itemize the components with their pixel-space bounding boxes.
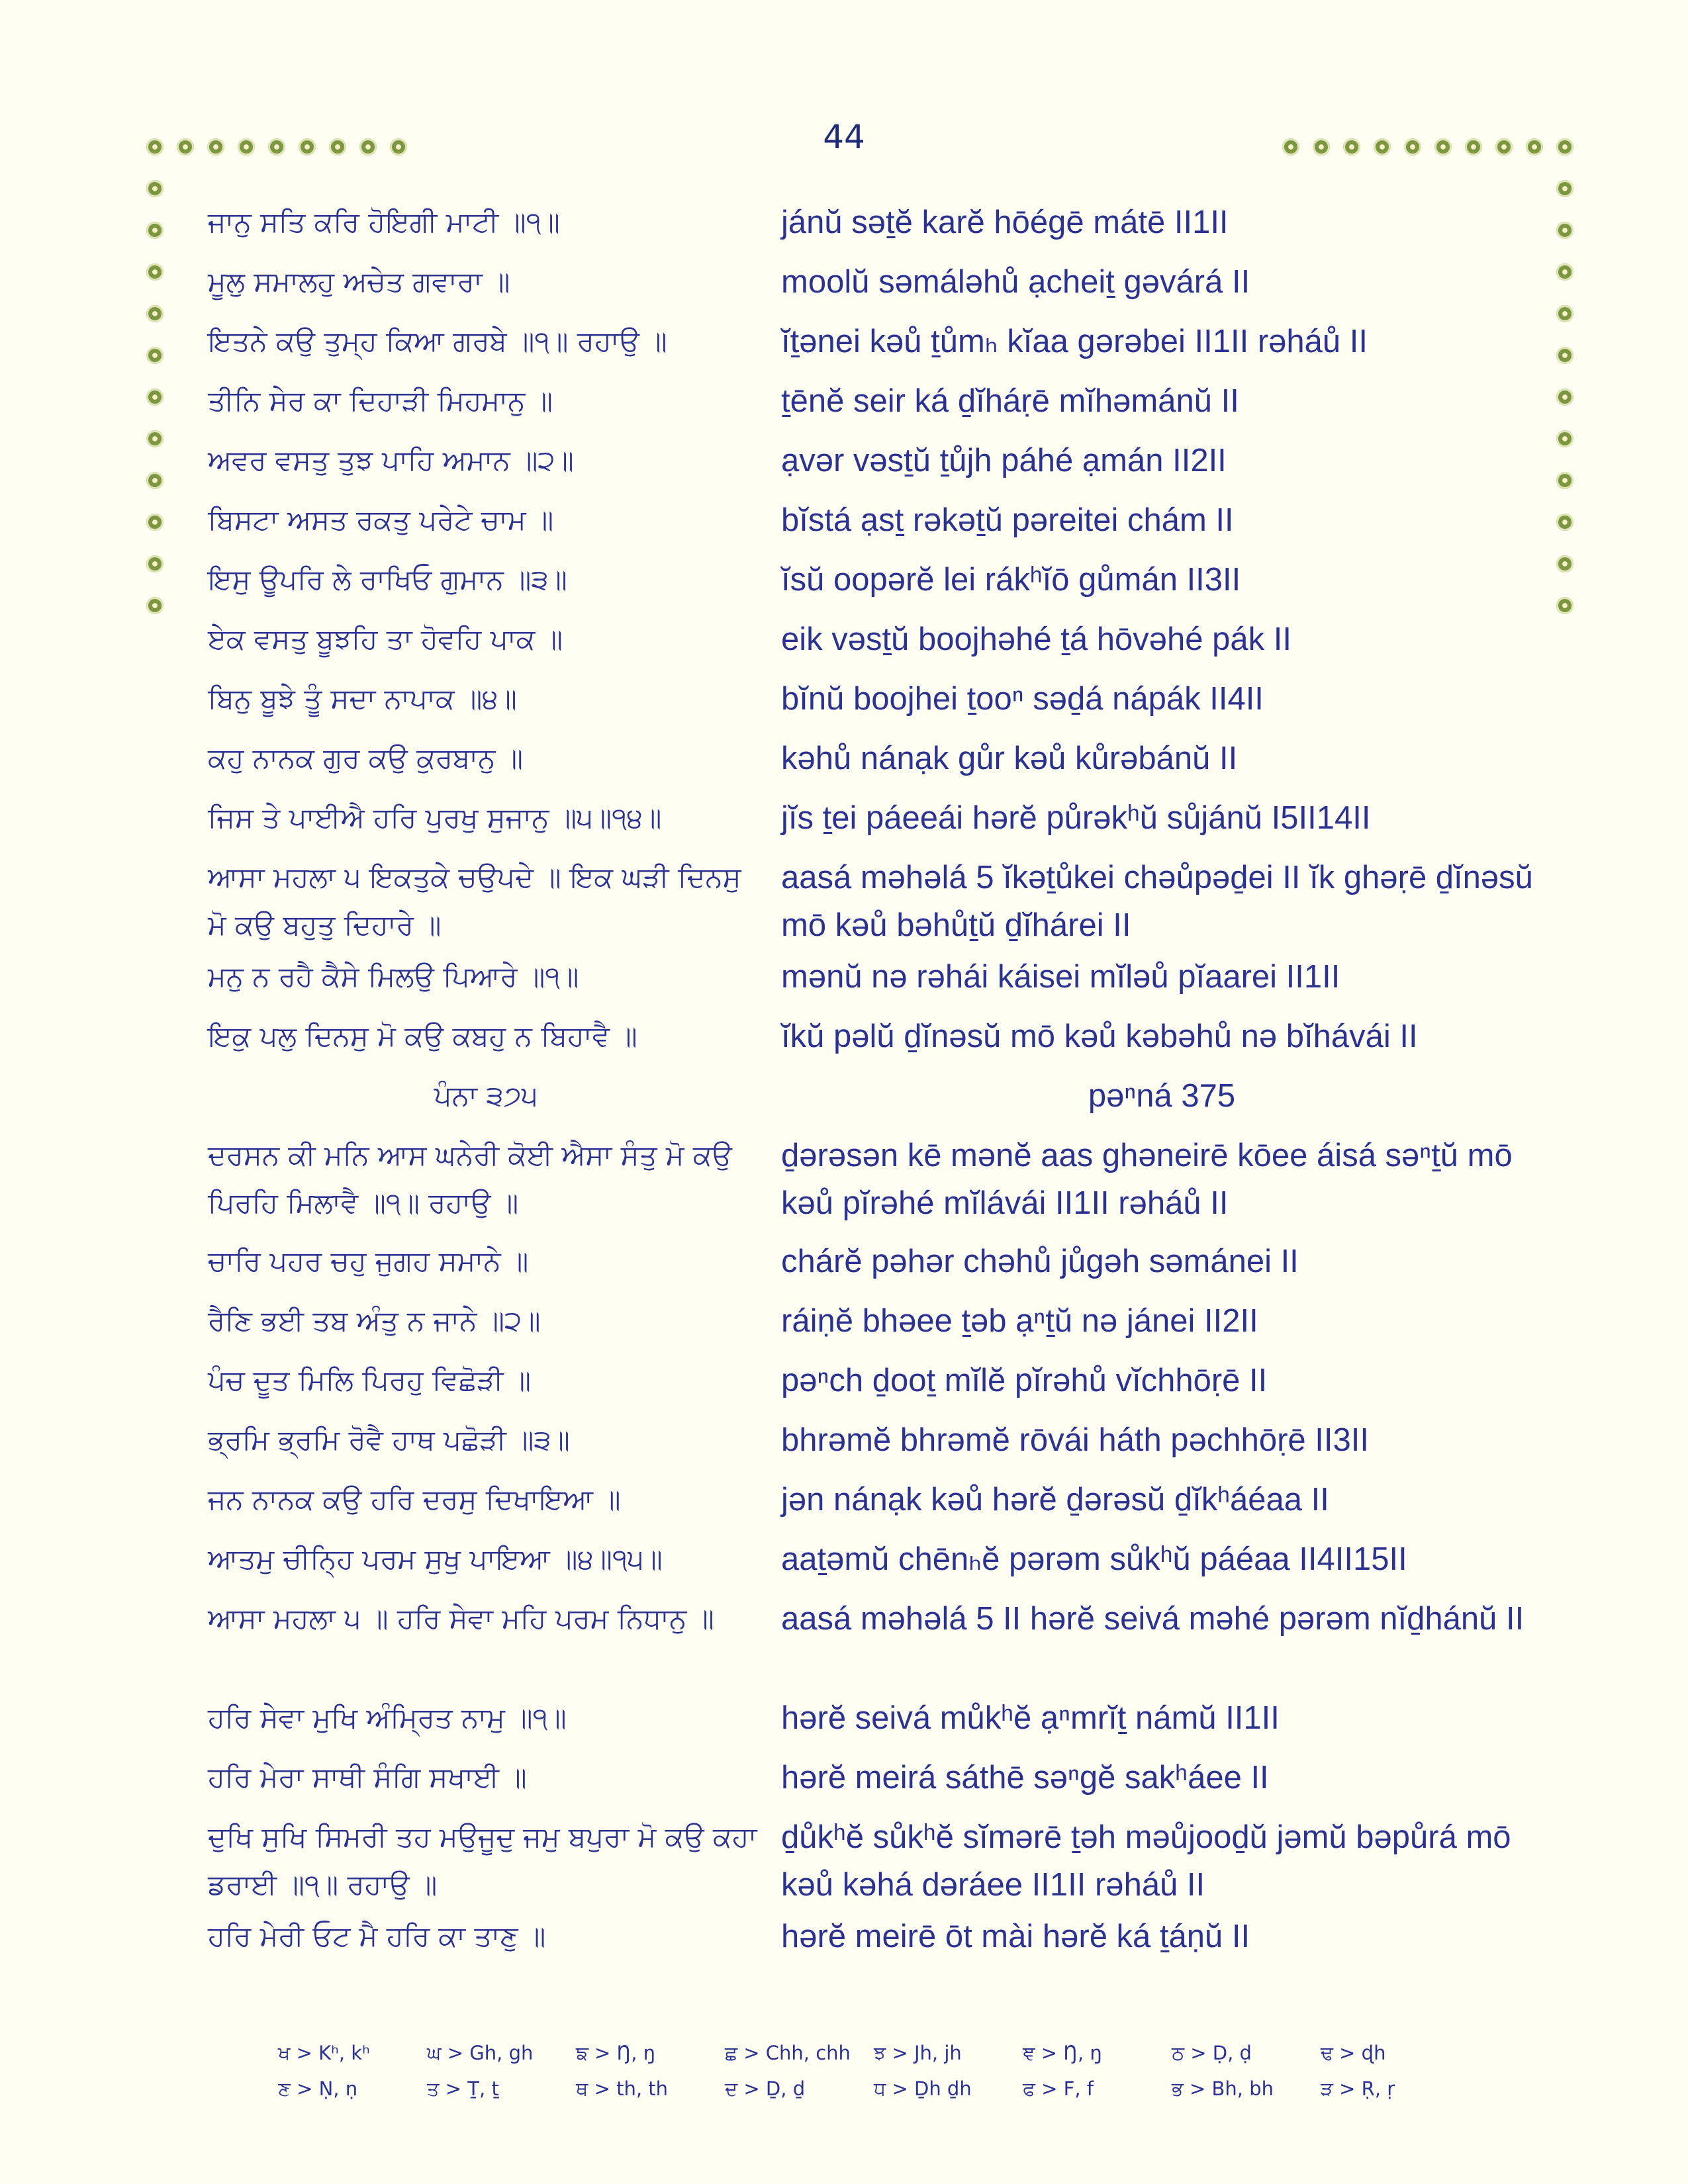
transliteration-line: jən nánạk kəů hərĕ ḏərəsŭ ḏĭkʰáéaa II — [781, 1482, 1329, 1518]
transliteration-line: ráiṇĕ bhəee ṯəb ạⁿṯŭ nə jánei II2II — [781, 1303, 1258, 1339]
transliteration-line: aasá məhəlá 5 II hərĕ seivá məhé pərəm nĭḏhánŭ II — [781, 1601, 1524, 1637]
gurmukhi-line: ਆਤਮੁ ਚੀਨ੍ਹਿ ਪਰਮ ਸੁਖੁ ਪਾਇਆ ॥੪॥੧੫॥ — [208, 1543, 663, 1575]
gurmukhi-line: ਏਕ ਵਸਤੁ ਬੂਝਹਿ ਤਾ ਹੋਵਹਿ ਪਾਕ ॥ — [208, 623, 563, 655]
legend-item: ਠ > Ḍ, ḍ — [1172, 2041, 1252, 2064]
transliteration-line: chárĕ pəhər chəhů jůgəh səmánei II — [781, 1244, 1299, 1279]
gurmukhi-line: ਮੂਲੁ ਸਮਾਲਹੁ ਅਚੇਤ ਗਵਾਰਾ ॥ — [208, 265, 510, 298]
transliteration-line: ṯēnĕ seir ká ḏĭháṛē mĭhəmánŭ II — [781, 383, 1239, 419]
gurmukhi-line: ਇਸੁ ਊਪਰਿ ਲੇ ਰਾਖਿਓ ਗੁਮਾਨ ॥੩॥ — [208, 563, 567, 596]
gurmukhi-line: ਰੈਣਿ ਭਈ ਤਬ ਅੰਤੁ ਨ ਜਾਨੇ ॥੨॥ — [208, 1304, 541, 1337]
transliteration-line: ḏərəsən kē mənĕ aas ghəneirē kōee áisá səⁿṯŭ mō kəů pĭrəhé mĭlávái II1II rəháů II — [781, 1138, 1513, 1221]
legend-item: ੜ > Ṛ, ṛ — [1321, 2077, 1395, 2100]
legend-row — [278, 2071, 1470, 2107]
legend-item: ਧ > Ḏh ḏh — [874, 2077, 972, 2100]
gurmukhi-line: ਪੰਚ ਦੂਤ ਮਿਲਿ ਪਿਰਹੁ ਵਿਛੋੜੀ ॥ — [208, 1364, 532, 1396]
gurmukhi-line: ਭ੍ਰਮਿ ਭ੍ਰਮਿ ਰੋਵੈ ਹਾਥ ਪਛੋੜੀ ॥੩॥ — [208, 1424, 570, 1456]
transliteration-line: ḏůkʰĕ sůkʰĕ sĭmərē ṯəh məůjooḏŭ jəmŭ bəpůrá mō kəů kəhá dəráee II1II rəháů II — [781, 1819, 1511, 1903]
gurmukhi-line: ਬਿਸਟਾ ਅਸਤ ਰਕਤੁ ਪਰੇਟੇ ਚਾਮ ॥ — [208, 504, 554, 536]
legend-item: ਫ > F, f — [1023, 2077, 1094, 2100]
legend-item: ਤ > Ṯ, ṯ — [427, 2077, 499, 2100]
gurmukhi-line: ਇਕੁ ਪਲੁ ਦਿਨਸੁ ਮੋ ਕਉ ਕਬਹੁ ਨ ਬਿਹਾਵੈ ॥ — [208, 1020, 637, 1052]
gurmukhi-line: ਦਰਸਨ ਕੀ ਮਨਿ ਆਸ ਘਨੇਰੀ ਕੋਈ ਐਸਾ ਸੰਤੁ ਮੋ ਕਉ ਪਿਰਹਿ ਮਿਲਾਵੈ ॥੧॥ ਰਹਾਉ ॥ — [208, 1139, 732, 1219]
transliteration-line: moolŭ səmáləhů ạcheiṯ gəvárá II — [781, 264, 1250, 300]
gurmukhi-line: ਬਿਨੁ ਬੂਝੇ ਤੂੰ ਸਦਾ ਨਾਪਾਕ ॥੪॥ — [208, 682, 517, 715]
page-marker-gurmukhi: ਪੰਨਾ ੩੭੫ — [434, 1079, 538, 1112]
gurmukhi-line: ਹਰਿ ਮੇਰੀ ਓਟ ਮੈ ਹਰਿ ਕਾ ਤਾਣੁ ॥ — [208, 1920, 546, 1952]
gurmukhi-line: ਇਤਨੇ ਕਉ ਤੁਮ੍ਹ ਕਿਆ ਗਰਬੇ ॥੧॥ ਰਹਾਉ ॥ — [208, 325, 667, 357]
transliteration-line: bĭnŭ boojhei ṯooⁿ səḏá nápák II4II — [781, 681, 1264, 717]
transliteration-line: ĭsŭ oopərĕ lei rákʰĭō gůmán II3II — [781, 562, 1241, 598]
legend-item: ਢ > ɖh — [1321, 2041, 1386, 2064]
legend-row — [278, 2035, 1470, 2071]
legend-item: ਝ > Jh, jh — [874, 2041, 962, 2064]
legend-item: ਖ > Kʰ, kʰ — [278, 2041, 370, 2064]
gurmukhi-line: ਜਨ ਨਾਨਕ ਕਉ ਹਰਿ ਦਰਸੁ ਦਿਖਾਇਆ ॥ — [208, 1483, 621, 1516]
transliteration-line: aasá məhəlá 5 ĭkəṯůkei chəůpəḏei II ĭk ghəṛē ḏĭnəsŭ mō kəů bəhůṯŭ ḏĭhárei II — [781, 860, 1533, 943]
gurmukhi-line: ਕਹੁ ਨਾਨਕ ਗੁਰ ਕਉ ਕੁਰਬਾਨੁ ॥ — [208, 742, 524, 774]
transliteration-line: hərĕ meirē ōt mài hərĕ ká ṯáṇŭ II — [781, 1919, 1250, 1954]
gurmukhi-line: ਹਰਿ ਮੇਰਾ ਸਾਥੀ ਸੰਗਿ ਸਖਾਈ ॥ — [208, 1761, 527, 1794]
transliteration-line: hərĕ meirá sáthē səⁿgĕ sakʰáee II — [781, 1760, 1269, 1796]
transliteration-line: ĭkŭ pəlŭ ḏĭnəsŭ mō kəů kəbəhů nə bĭhávái II — [781, 1019, 1418, 1054]
transliteration-line: bĭstá ạsṯ rəkəṯŭ pəreitei chám II — [781, 502, 1234, 538]
gurmukhi-line: ਹਰਿ ਸੇਵਾ ਮੁਖਿ ਅੰਮ੍ਰਿਤ ਨਾਮੁ ॥੧॥ — [208, 1702, 567, 1734]
transliteration-line: ĭṯənei kəů ṯůmₕ kĭaa gərəbei II1II rəháů II — [781, 324, 1368, 359]
transliteration-line: mənŭ nə rəhái káisei mĭləů pĭaarei II1II — [781, 959, 1340, 995]
legend-item: ਦ > Ḏ, ḏ — [725, 2077, 806, 2100]
transliteration-legend — [278, 2035, 1470, 2107]
legend-item: ਭ > Bh, bh — [1172, 2077, 1274, 2100]
transliteration-line: aaṯəmŭ chēnₕĕ pərəm sůkʰŭ páéaa II4II15II — [781, 1541, 1407, 1577]
gurmukhi-line: ਆਸਾ ਮਹਲਾ ੫ ॥ ਹਰਿ ਸੇਵਾ ਮਹਿ ਪਰਮ ਨਿਧਾਨੁ ॥ — [208, 1602, 714, 1635]
gurmukhi-line: ਚਾਰਿ ਪਹਰ ਚਹੁ ਜੁਗਹ ਸਮਾਨੇ ॥ — [208, 1245, 529, 1277]
transliteration-line: jĭs ṯei páeeái hərĕ půrəkʰŭ sůjánŭ I5II14II — [781, 800, 1371, 836]
gurmukhi-line: ਆਸਾ ਮਹਲਾ ੫ ਇਕਤੁਕੇ ਚਉਪਦੇ ॥ ਇਕ ਘੜੀ ਦਿਨਸੁ ਮੋ ਕਉ ਬਹੁਤੁ ਦਿਹਾਰੇ ॥ — [208, 861, 741, 941]
transliteration-line: jánŭ səṯĕ karĕ hōégē mátē II1II — [781, 205, 1229, 240]
gurmukhi-line: ਜਿਸ ਤੇ ਪਾਈਐ ਹਰਿ ਪੁਰਖੁ ਸੁਜਾਨੁ ॥੫॥੧੪॥ — [208, 801, 662, 834]
gurmukhi-line: ਤੀਨਿ ਸੇਰ ਕਾ ਦਿਹਾੜੀ ਮਿਹਮਾਨੁ ॥ — [208, 385, 553, 417]
gurmukhi-line: ਜਾਨੁ ਸਤਿ ਕਰਿ ਹੋਇਗੀ ਮਾਟੀ ॥੧॥ — [208, 206, 560, 238]
transliteration-line: ạvər vəsṯŭ ṯůjh páhé ạmán II2II — [781, 443, 1227, 478]
transliteration-line: eik vəsṯŭ boojhəhé ṯá hōvəhé pák II — [781, 621, 1291, 657]
transliteration-line: kəhů nánạk gůr kəů kůrəbánŭ II — [781, 741, 1238, 776]
gurmukhi-line: ਦੁਖਿ ਸੁਖਿ ਸਿਮਰੀ ਤਹ ਮਉਜੂਦੁ ਜਮੁ ਬਪੁਰਾ ਮੋ ਕਉ ਕਹਾ ਡਰਾਈ ॥੧॥ ਰਹਾਉ ॥ — [208, 1821, 757, 1901]
page-marker-translit: pəⁿná 375 — [1088, 1078, 1236, 1114]
legend-item: ਞ > Ŋ, ŋ — [1023, 2041, 1102, 2064]
legend-item: ਘ > Gh, gh — [427, 2041, 534, 2064]
legend-item: ਣ > Ṇ, ṇ — [278, 2077, 358, 2100]
transliteration-line: bhrəmĕ bhrəmĕ rōvái háth pəchhōṛē II3II — [781, 1422, 1369, 1458]
gurmukhi-line: ਮਨੁ ਨ ਰਹੈ ਕੈਸੇ ਮਿਲਉ ਪਿਆਰੇ ॥੧॥ — [208, 960, 579, 993]
legend-item: ਛ > Chh, chh — [725, 2041, 851, 2064]
page-number: 44 — [823, 118, 865, 156]
legend-item: ਙ > Ŋ, ŋ — [576, 2041, 656, 2064]
gurmukhi-line: ਅਵਰ ਵਸਤੁ ਤੁਝ ਪਾਹਿ ਅਮਾਨ ॥੨॥ — [208, 444, 574, 477]
transliteration-line: hərĕ seivá můkʰĕ ạⁿmrĭṯ námŭ II1II — [781, 1700, 1280, 1736]
legend-item: ਥ > th, th — [576, 2077, 669, 2100]
transliteration-line: pəⁿch ḏooṯ mĭlĕ pĭrəhů vĭchhōṛē II — [781, 1363, 1268, 1398]
